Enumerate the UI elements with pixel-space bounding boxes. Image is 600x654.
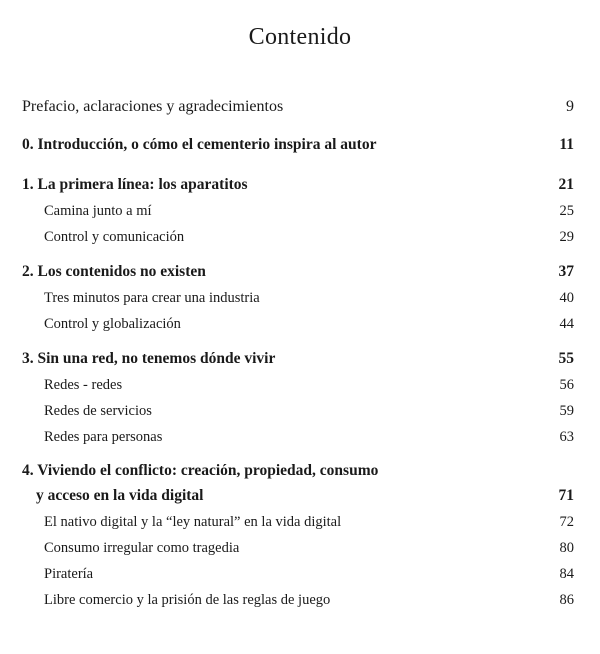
toc-chapter-page: 55 <box>558 350 574 367</box>
toc-section-label: Redes de servicios <box>44 403 152 419</box>
toc-chapter-label: 3. Sin una red, no tenemos dónde vivir <box>22 350 276 367</box>
toc-section-page: 29 <box>559 229 574 245</box>
toc-chapter-page: 71 <box>558 487 574 504</box>
toc-section-page: 25 <box>559 203 574 219</box>
toc-entry-label: Prefacio, aclaraciones y agradecimientos <box>22 98 284 115</box>
toc-entry-preface[interactable] <box>22 98 574 116</box>
toc-section-page: 72 <box>559 514 574 530</box>
toc-section[interactable] <box>44 376 574 394</box>
toc-section-label: Redes para personas <box>44 429 163 445</box>
toc-chapter-label-line2: y acceso en la vida digital <box>36 487 204 504</box>
toc-section-label: Camina junto a mí <box>44 203 152 219</box>
toc-section-label: Control y comunicación <box>44 229 185 245</box>
toc-section-label: Tres minutos para crear una industria <box>44 290 260 306</box>
toc-section-page: 40 <box>559 290 574 306</box>
toc-section[interactable] <box>44 402 574 420</box>
toc-chapter-4-continued[interactable] <box>36 487 574 505</box>
toc-section-label: El nativo digital y la “ley natural” en la vida digital <box>44 514 342 530</box>
toc-entry-page: 9 <box>566 98 574 115</box>
toc-section-page: 84 <box>559 566 574 582</box>
toc-section-page: 80 <box>559 540 574 556</box>
toc-chapter-2[interactable] <box>22 263 574 281</box>
toc-chapter-4[interactable] <box>22 462 574 480</box>
toc-chapter-1[interactable] <box>22 176 574 194</box>
toc-chapter-label: 2. Los contenidos no existen <box>22 263 206 280</box>
toc-section[interactable] <box>44 565 574 583</box>
toc-section-page: 86 <box>559 592 574 608</box>
toc-section-page: 56 <box>559 377 574 393</box>
toc-section-page: 59 <box>559 403 574 419</box>
toc-section-label: Libre comercio y la prisión de las reglas de juego <box>44 592 331 608</box>
toc-section[interactable] <box>44 315 574 333</box>
toc-chapter-label: 0. Introducción, o cómo el cementerio inspira al autor <box>22 136 377 153</box>
toc-chapter-3[interactable] <box>22 350 574 368</box>
toc-chapter-page: 11 <box>559 136 574 153</box>
toc-section-page: 44 <box>559 316 574 332</box>
toc-chapter-label: 1. La primera línea: los aparatitos <box>22 176 248 193</box>
toc-section-label: Consumo irregular como tragedia <box>44 540 240 556</box>
toc-section-label: Control y globalización <box>44 316 181 332</box>
toc-chapter-page: 21 <box>558 176 574 193</box>
toc-section[interactable] <box>44 428 574 446</box>
toc-section[interactable] <box>44 513 574 531</box>
toc-section-label: Piratería <box>44 566 94 582</box>
toc-section-label: Redes - redes <box>44 377 123 393</box>
toc-chapter-page: 37 <box>558 263 574 280</box>
toc-section[interactable] <box>44 591 574 609</box>
toc-section[interactable] <box>44 539 574 557</box>
toc-section[interactable] <box>44 228 574 246</box>
toc-section-page: 63 <box>559 429 574 445</box>
toc-section[interactable] <box>44 202 574 220</box>
toc-section[interactable] <box>44 289 574 307</box>
toc-chapter-label-line1: 4. Viviendo el conflicto: creación, propiedad, consumo <box>22 462 379 479</box>
page-title: Contenido <box>248 24 352 50</box>
toc-chapter-0[interactable] <box>22 136 574 154</box>
